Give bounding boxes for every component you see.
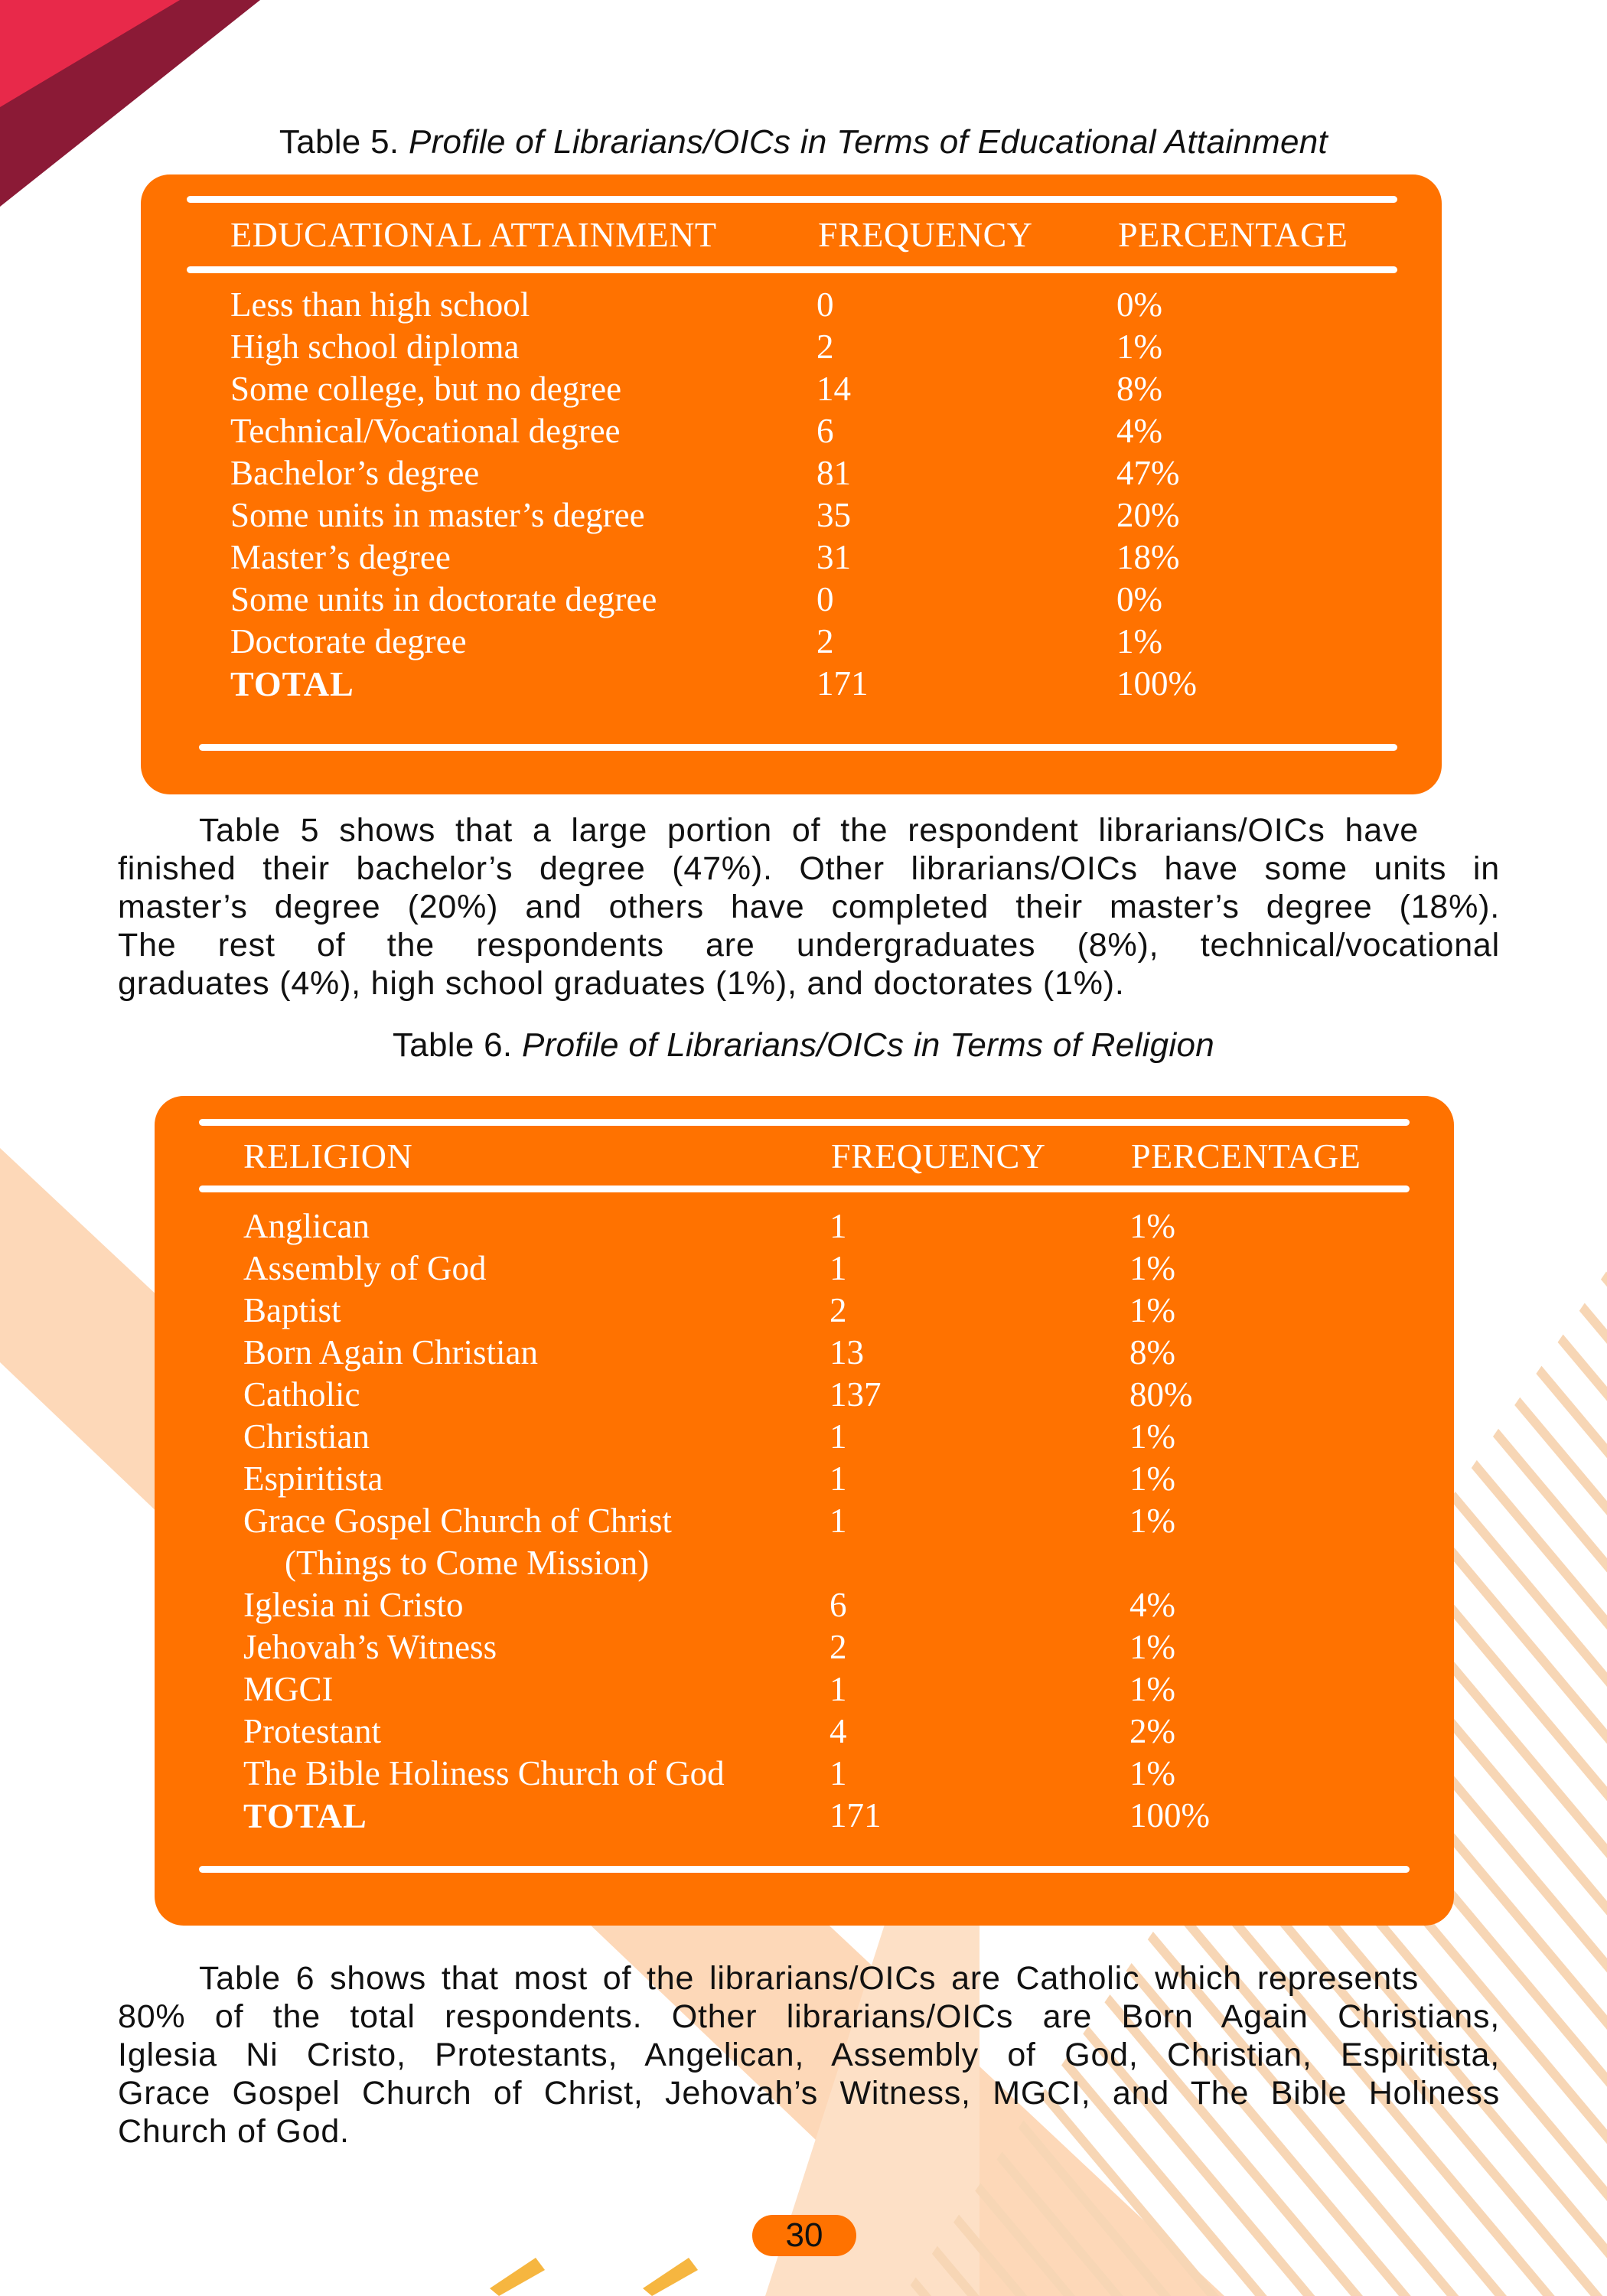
table-row xyxy=(155,1290,1454,1332)
cell-frequency: 2 xyxy=(830,1628,847,1666)
cell-percentage: 1% xyxy=(1116,328,1162,366)
cell-percentage: 8% xyxy=(1116,370,1162,408)
cell-percentage: 1% xyxy=(1129,1207,1175,1245)
cell-frequency: 13 xyxy=(830,1333,864,1371)
cell-religion: Iglesia ni Cristo xyxy=(243,1586,464,1624)
cell-percentage: 1% xyxy=(1129,1459,1175,1498)
table-row-continuation xyxy=(155,1543,1454,1585)
cell-percentage: 1% xyxy=(1129,1249,1175,1287)
cell-religion: Jehovah’s Witness xyxy=(243,1628,497,1666)
table-row xyxy=(155,1753,1454,1795)
table6-bottom-rule xyxy=(199,1866,1410,1873)
table5-caption xyxy=(0,123,1607,161)
table6-header-percentage: PERCENTAGE xyxy=(1131,1137,1361,1176)
cell-frequency: 2 xyxy=(830,1291,847,1329)
total-frequency: 171 xyxy=(830,1796,882,1835)
table-row xyxy=(141,621,1442,664)
table-row xyxy=(141,411,1442,453)
yellow-accent-1 xyxy=(490,2258,545,2296)
cell-frequency: 1 xyxy=(830,1417,847,1456)
table5-caption-prefix: Table 5. xyxy=(279,123,409,161)
cell-attainment: Some units in master’s degree xyxy=(230,496,645,534)
table-total-row xyxy=(155,1795,1454,1838)
paragraph-line: 80% of the total respondents. Other librarians/OICs are Born Again Christians, xyxy=(118,1998,1500,2035)
table-total-row xyxy=(141,664,1442,706)
table-row xyxy=(141,495,1442,537)
cell-frequency: 137 xyxy=(830,1375,882,1414)
paragraph-line: Iglesia Ni Cristo, Protestants, Angelican, Assembly of God, Christian, Espiritista, xyxy=(118,2037,1500,2073)
cell-religion: Catholic xyxy=(243,1375,360,1414)
cell-frequency: 0 xyxy=(817,580,834,618)
cell-frequency: 1 xyxy=(830,1670,847,1708)
paragraph-line: graduates (4%), high school graduates (1%), and doctorates (1%). xyxy=(118,965,1125,1002)
total-percentage: 100% xyxy=(1129,1796,1210,1835)
cell-frequency: 14 xyxy=(817,370,851,408)
cell-percentage: 1% xyxy=(1129,1291,1175,1329)
page-number-badge xyxy=(752,2215,856,2256)
paragraph-line: Table 6 shows that most of the librarians/OICs are Catholic which represents xyxy=(199,1960,1419,1997)
cell-percentage: 0% xyxy=(1116,285,1162,324)
table-row xyxy=(155,1375,1454,1417)
table5-header-attainment: EDUCATIONAL ATTAINMENT xyxy=(230,215,717,254)
cell-percentage: 1% xyxy=(1129,1502,1175,1540)
table5-caption-title: Profile of Librarians/OICs in Terms of Educational Attainment xyxy=(408,123,1328,161)
cell-attainment: Master’s degree xyxy=(230,538,451,576)
table6-caption-title: Profile of Librarians/OICs in Terms of Religion xyxy=(521,1026,1215,1064)
table5-header-frequency: FREQUENCY xyxy=(818,215,1033,254)
page-number: 30 xyxy=(785,2216,823,2254)
table-row xyxy=(155,1332,1454,1375)
table6-header-religion: RELIGION xyxy=(243,1137,413,1176)
paragraph-line: Grace Gospel Church of Christ, Jehovah’s Witness, MGCI, and The Bible Holiness xyxy=(118,2075,1500,2112)
cell-frequency: 1 xyxy=(830,1754,847,1792)
cell-religion: Baptist xyxy=(243,1291,341,1329)
cell-frequency: 35 xyxy=(817,496,851,534)
table-row xyxy=(141,369,1442,411)
cell-religion: Assembly of God xyxy=(243,1249,487,1287)
paragraph-line: Church of God. xyxy=(118,2113,350,2150)
table6-card xyxy=(155,1096,1454,1926)
table6-caption-prefix: Table 6. xyxy=(392,1026,522,1064)
cell-percentage: 4% xyxy=(1116,412,1162,450)
cell-percentage: 2% xyxy=(1129,1712,1175,1750)
table-row xyxy=(141,285,1442,327)
paragraph-line: The rest of the respondents are undergraduates (8%), technical/vocational xyxy=(118,927,1500,964)
table-row xyxy=(155,1206,1454,1248)
total-label: TOTAL xyxy=(230,664,354,703)
cell-percentage: 1% xyxy=(1129,1670,1175,1708)
total-frequency: 171 xyxy=(817,664,869,703)
cell-attainment: Technical/Vocational degree xyxy=(230,412,621,450)
cell-frequency: 2 xyxy=(817,328,834,366)
table6-caption xyxy=(0,1026,1607,1065)
cell-percentage: 4% xyxy=(1129,1586,1175,1624)
cell-religion: MGCI xyxy=(243,1670,334,1708)
cell-percentage: 1% xyxy=(1129,1754,1175,1792)
cell-religion: The Bible Holiness Church of God xyxy=(243,1754,725,1792)
cell-percentage: 18% xyxy=(1116,538,1180,576)
cell-percentage: 1% xyxy=(1129,1417,1175,1456)
cell-religion: Anglican xyxy=(243,1207,370,1245)
cell-percentage: 80% xyxy=(1129,1375,1193,1414)
yellow-accent-2 xyxy=(643,2258,698,2296)
paragraph-table5-summary xyxy=(118,811,1500,1003)
table5-bottom-rule xyxy=(199,744,1397,751)
cell-religion: Protestant xyxy=(243,1712,381,1750)
table-row xyxy=(155,1585,1454,1627)
cell-frequency: 4 xyxy=(830,1712,847,1750)
table-row xyxy=(141,579,1442,621)
table-row xyxy=(155,1669,1454,1711)
table6-top-rule xyxy=(199,1119,1410,1126)
cell-percentage: 1% xyxy=(1129,1628,1175,1666)
cell-frequency: 6 xyxy=(830,1586,847,1624)
table5-top-rule xyxy=(187,196,1397,203)
total-label: TOTAL xyxy=(243,1796,367,1835)
cell-percentage: 8% xyxy=(1129,1333,1175,1371)
paragraph-line: master’s degree (20%) and others have completed their master’s degree (18%). xyxy=(118,889,1500,925)
table6-header-rule xyxy=(199,1186,1410,1192)
paragraph-line: finished their bachelor’s degree (47%). Other librarians/OICs have some units in xyxy=(118,850,1500,887)
table-row xyxy=(141,327,1442,369)
table5-header-rule xyxy=(187,266,1397,273)
cell-religion: Grace Gospel Church of Christ xyxy=(243,1502,672,1540)
table5-card xyxy=(141,174,1442,794)
cell-frequency: 31 xyxy=(817,538,851,576)
cell-religion: (Things to Come Mission) xyxy=(285,1544,650,1582)
table6-header-frequency: FREQUENCY xyxy=(831,1137,1046,1176)
table-row xyxy=(155,1459,1454,1501)
cell-frequency: 0 xyxy=(817,285,834,324)
cell-religion: Espiritista xyxy=(243,1459,383,1498)
cell-percentage: 1% xyxy=(1116,622,1162,660)
cell-attainment: Bachelor’s degree xyxy=(230,454,480,492)
total-percentage: 100% xyxy=(1116,664,1197,703)
table5-header-percentage: PERCENTAGE xyxy=(1118,215,1348,254)
table-row xyxy=(155,1627,1454,1669)
paragraph-line: Table 5 shows that a large portion of the respondent librarians/OICs have xyxy=(199,812,1419,849)
paragraph-table6-summary xyxy=(118,1959,1500,2151)
table-row xyxy=(155,1501,1454,1543)
cell-percentage: 47% xyxy=(1116,454,1180,492)
cell-attainment: Some units in doctorate degree xyxy=(230,580,657,618)
cell-frequency: 81 xyxy=(817,454,851,492)
cell-frequency: 1 xyxy=(830,1249,847,1287)
cell-frequency: 1 xyxy=(830,1207,847,1245)
cell-religion: Christian xyxy=(243,1417,370,1456)
table-row xyxy=(155,1417,1454,1459)
table-row xyxy=(155,1248,1454,1290)
cell-attainment: Doctorate degree xyxy=(230,622,467,660)
cell-frequency: 2 xyxy=(817,622,834,660)
table-row xyxy=(155,1711,1454,1753)
cell-frequency: 1 xyxy=(830,1459,847,1498)
cell-attainment: Some college, but no degree xyxy=(230,370,622,408)
cell-percentage: 0% xyxy=(1116,580,1162,618)
cell-religion: Born Again Christian xyxy=(243,1333,538,1371)
cell-attainment: Less than high school xyxy=(230,285,530,324)
cell-frequency: 1 xyxy=(830,1502,847,1540)
cell-frequency: 6 xyxy=(817,412,834,450)
cell-percentage: 20% xyxy=(1116,496,1180,534)
cell-attainment: High school diploma xyxy=(230,328,520,366)
table-row xyxy=(141,453,1442,495)
table-row xyxy=(141,537,1442,579)
